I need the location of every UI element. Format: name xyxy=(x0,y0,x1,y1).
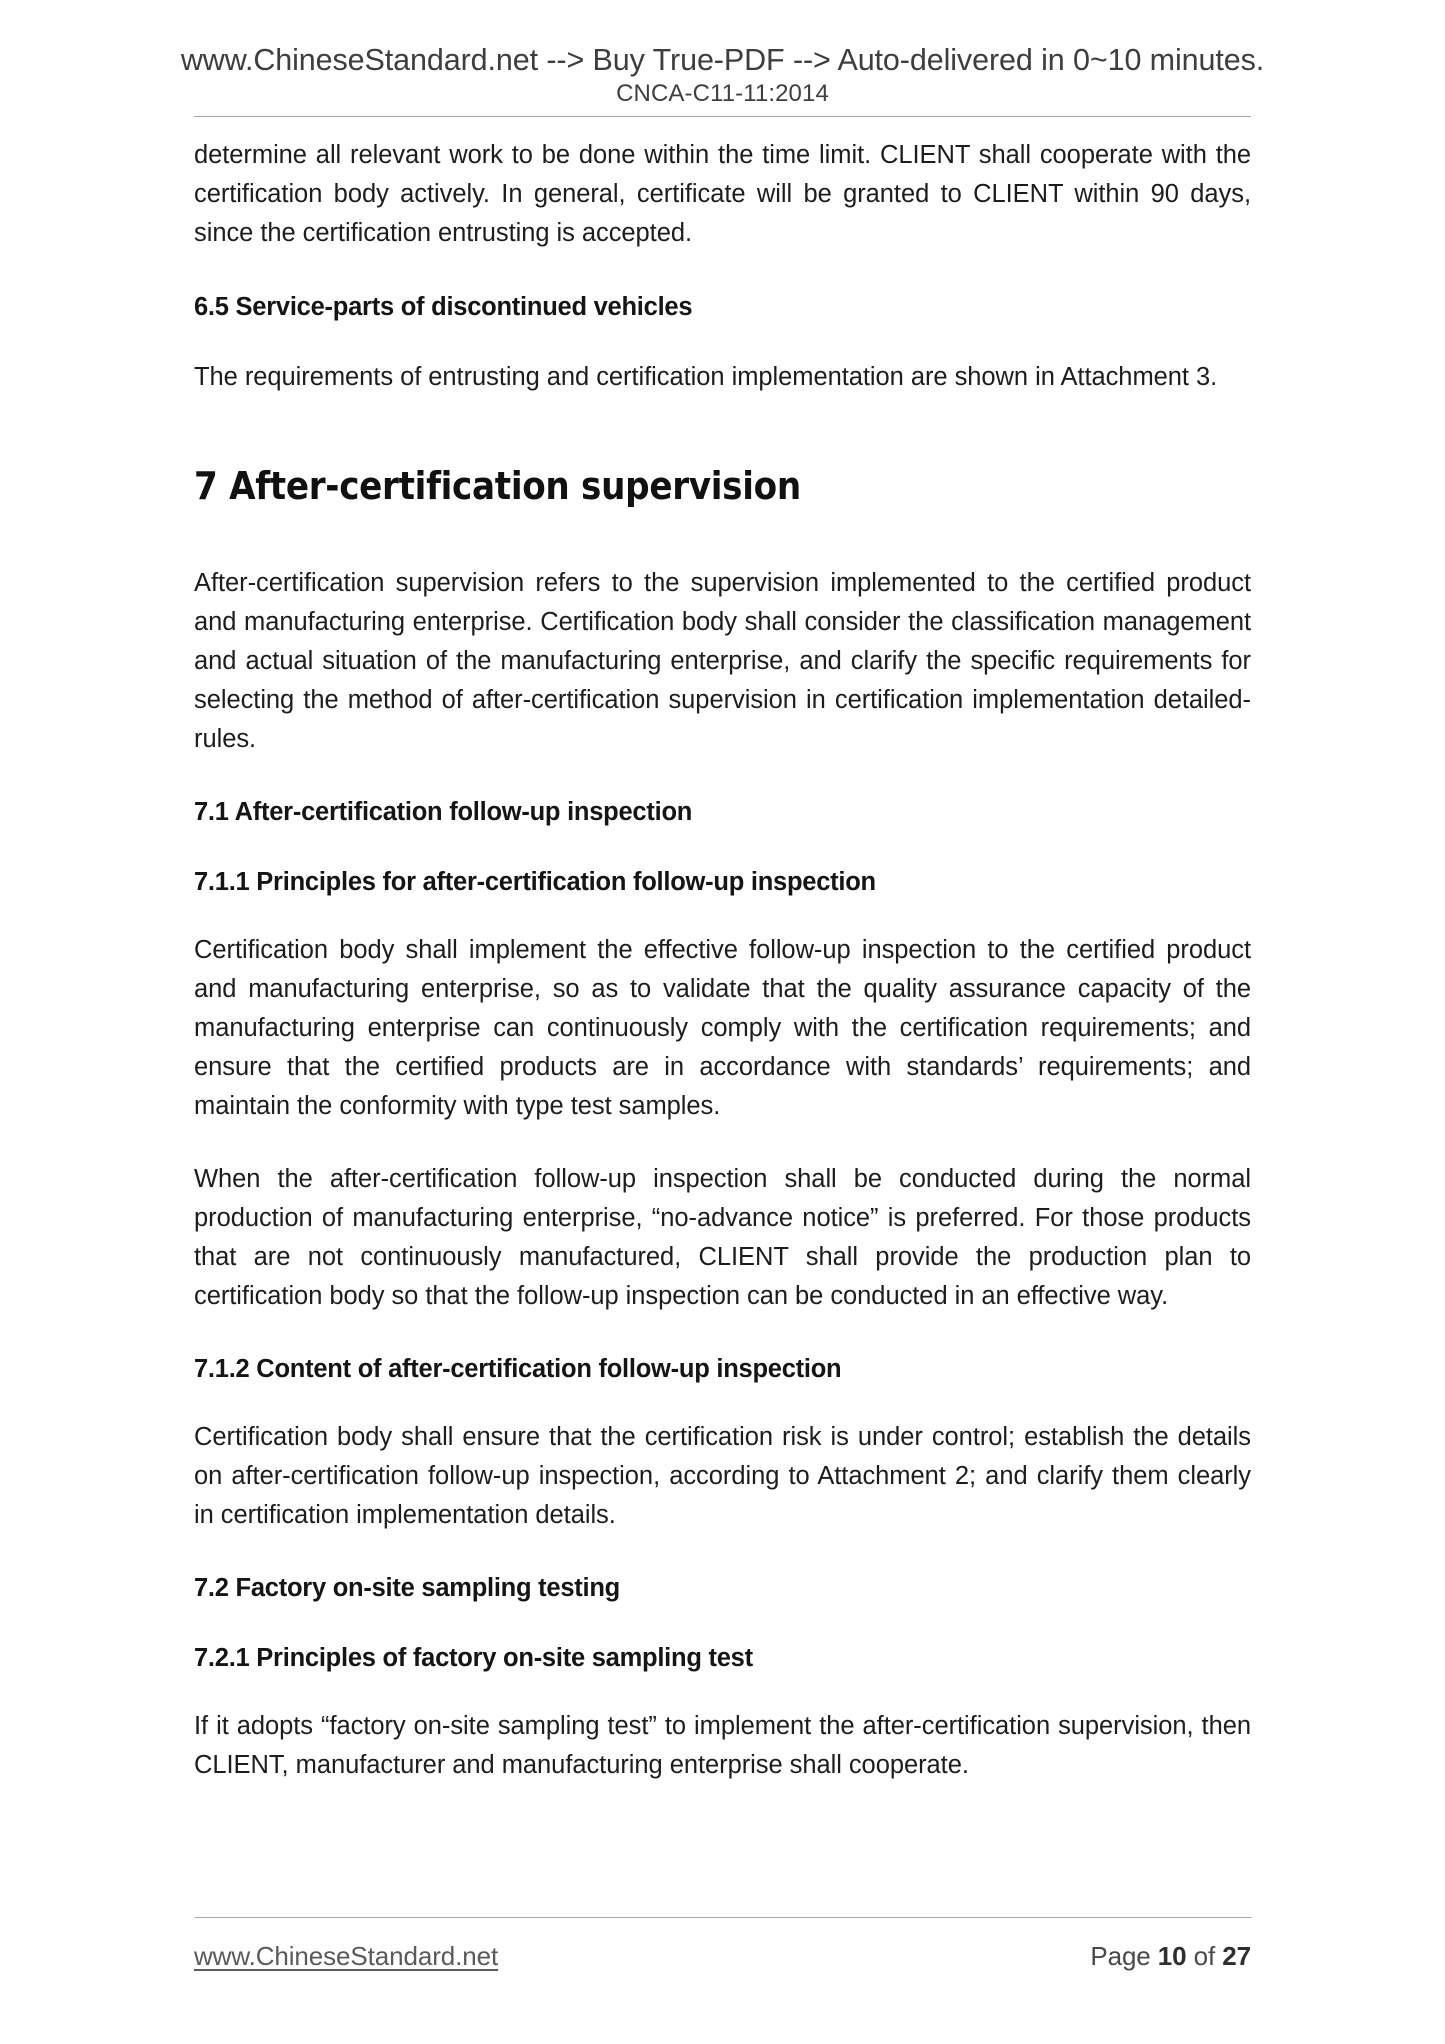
heading-7: 7 After-certification supervision xyxy=(194,463,801,508)
page-footer xyxy=(194,1917,1251,1972)
page-of-label: of xyxy=(1193,1941,1216,1971)
paragraph-7-1-2: Certification body shall ensure that the certification risk is under control; establish the details on after-certification follow-up inspection, according to Attachment 2; and clarify them clearly in certification implementation details. xyxy=(194,1422,1251,1529)
footer-website-link[interactable]: www.ChineseStandard.net xyxy=(194,1941,499,1971)
page-total-number: 27 xyxy=(1222,1941,1251,1971)
heading-6-5: 6.5 Service-parts of discontinued vehicles xyxy=(194,292,693,321)
spacer xyxy=(194,1535,1251,1571)
heading-7-1-1: 7.1.1 Principles for after-certification follow-up inspection xyxy=(194,867,876,896)
heading-7-2: 7.2 Factory on-site sampling testing xyxy=(194,1573,621,1602)
spacer xyxy=(194,397,1251,464)
page-header xyxy=(0,0,1445,117)
spacer xyxy=(194,1386,1251,1418)
heading-7-1-2: 7.1.2 Content of after-certification follow-up inspection xyxy=(194,1354,842,1383)
spacer xyxy=(194,899,1251,931)
paragraph-6-5: The requirements of entrusting and certification implementation are shown in Attachment 3. xyxy=(194,362,1218,391)
promo-banner-text: www.ChineseStandard.net --> Buy True-PDF --> Auto-delivered in 0~10 minutes. xyxy=(180,43,1265,77)
spacer xyxy=(194,1605,1251,1641)
paragraph-7-intro: After-certification supervision refers to the supervision implemented to the certified product and manufacturing enterprise. Certification body shall consider the classification management and actual situation of the manufacturing enterprise, and clarify the specific requirements for selecting the method of after-certification supervision in certification implementation detailed-rules. xyxy=(194,568,1251,753)
document-content xyxy=(194,117,1251,1785)
page-current-number: 10 xyxy=(1157,1941,1187,1971)
spacer xyxy=(194,1675,1251,1707)
page-indicator xyxy=(1090,1941,1251,1972)
paragraph-7-1-1-a: Certification body shall implement the effective follow-up inspection to the certified product and manufacturing enterprise, so as to validate that the quality assurance capacity of the manufacturing enterprise can continuously comply with the certification requirements; and ensure that the certified products are in accordance with standards’ requirements; and maintain the conformity with type test samples. xyxy=(194,935,1251,1120)
paragraph-7-2-1: If it adopts “factory on-site sampling test” to implement the after-certification supervision, then CLIENT, manufacturer and manufacturing enterprise shall cooperate. xyxy=(194,1711,1251,1779)
spacer xyxy=(194,324,1251,358)
spacer xyxy=(194,759,1251,795)
heading-7-2-1: 7.2.1 Principles of factory on-site sampling test xyxy=(194,1643,753,1672)
spacer xyxy=(194,1316,1251,1352)
spacer xyxy=(194,829,1251,865)
footer-row xyxy=(194,1941,1251,1972)
heading-7-1: 7.1 After-certification follow-up inspection xyxy=(194,797,693,826)
standard-code-label: CNCA-C11-11:2014 xyxy=(616,79,829,107)
page-prefix-label: Page xyxy=(1090,1941,1151,1971)
paragraph-7-1-1-b: When the after-certification follow-up inspection shall be conducted during the normal production of manufacturing enterprise, “no-advance notice” is preferred. For those products that are not continuously manufactured, CLIENT shall provide the production plan to certification body so that the follow-up inspection can be conducted in an effective way. xyxy=(194,1164,1251,1310)
paragraph-continued: determine all relevant work to be done within the time limit. CLIENT shall cooperate with the certification body actively. In general, certificate will be granted to CLIENT within 90 days, since the certification entrusting is accepted. xyxy=(194,140,1251,247)
spacer xyxy=(194,1126,1251,1160)
spacer xyxy=(194,253,1251,290)
footer-divider xyxy=(194,1917,1251,1918)
spacer xyxy=(194,508,1251,564)
